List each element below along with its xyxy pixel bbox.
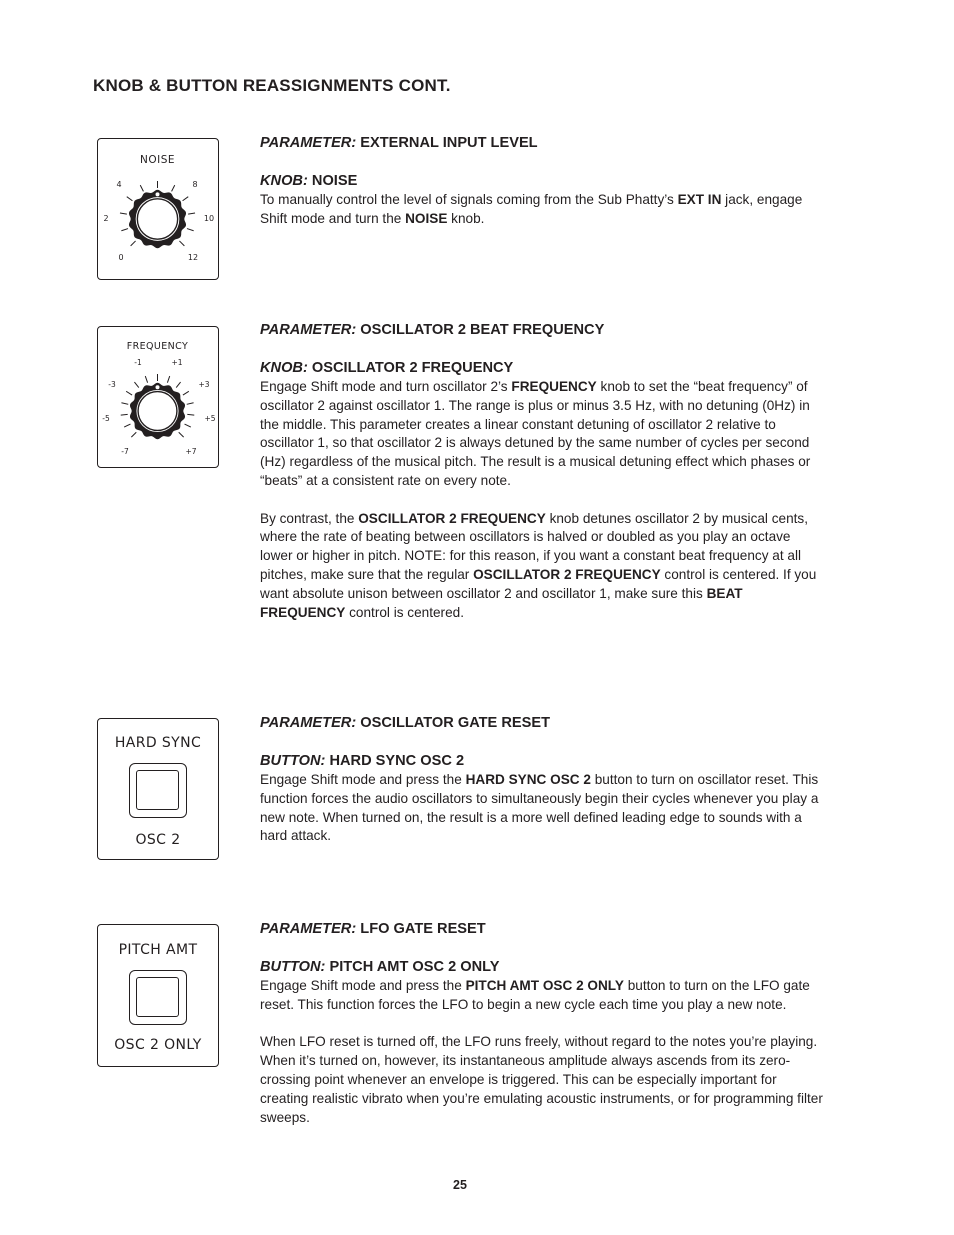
parameter-heading: PARAMETER: EXTERNAL INPUT LEVEL	[260, 135, 538, 151]
frequency-knob-illustration	[98, 327, 217, 466]
body-paragraph: Engage Shift mode and press the HARD SYNC OSC 2 button to turn on oscillator reset. This function forces the audio oscillators to simultaneously begin their cycles whenever you play a new note. When turned on, the result is a more well defined leading edge to sounds with a hard attack.	[260, 772, 819, 844]
noise-knob-illustration	[98, 139, 217, 278]
button-face	[136, 977, 179, 1017]
control-heading: KNOB: NOISE	[260, 173, 358, 189]
parameter-heading: PARAMETER: OSCILLATOR 2 BEAT FREQUENCY	[260, 322, 605, 338]
knob-title: NOISE	[139, 154, 176, 166]
button-face	[136, 770, 179, 810]
control-heading: BUTTON: HARD SYNC OSC 2	[260, 753, 465, 769]
frequency-knob-panel	[97, 326, 219, 468]
knob-scale-label: 4	[116, 180, 122, 189]
body-paragraph: Engage Shift mode and turn oscillator 2’s FREQUENCY knob to set the “beat frequency” of oscillator 2 against oscillator 1. The range is plus or minus 3.5 Hz, with no detuning (0Hz) in the middle. This parameter creates a linear constant detuning of oscillator 2 relative to oscillator 1, so that oscillator 2 is always detuned by the same number of cycles per second (Hz) regardless of the musical pitch. The result is a musical detuning effect which phases or “beats” at a consistent rate on every note.	[260, 379, 811, 488]
knob-title: FREQUENCY	[126, 341, 189, 352]
body-paragraph: By contrast, the OSCILLATOR 2 FREQUENCY knob detunes oscillator 2 by musical cents, where the rate of beating between oscillators is halved or doubled as you play an octave lower or higher in pitch. NOTE: for this reason, if you want a constant beat frequency at all pitches, make sure that the regular OSCILLATOR 2 FREQUENCY control is centered. If you want absolute unison between oscillator 2 and oscillator 1, make sure this BEAT FREQUENCY control is centered.	[260, 510, 817, 620]
section-body	[260, 771, 826, 846]
button-bottom-label: OSC 2	[135, 832, 181, 848]
section-body	[260, 378, 826, 622]
body-paragraph: Engage Shift mode and press the PITCH AMT OSC 2 ONLY button to turn on the LFO gate reset. This function forces the LFO to begin a new cycle each time you play a new note.	[260, 978, 810, 1012]
button-top-label: PITCH AMT	[118, 942, 198, 958]
knob-body	[130, 383, 185, 439]
hard-sync-button-graphic	[129, 763, 187, 818]
pitch-amt-button-panel	[97, 924, 219, 1067]
section-oscillator-gate-reset	[260, 714, 826, 846]
knob-scale-label: +1	[171, 358, 183, 367]
knob-body	[129, 190, 186, 248]
button-top-label: HARD SYNC	[114, 735, 202, 751]
knob-scale-label: 12	[187, 253, 199, 262]
section-body	[260, 977, 826, 1127]
knob-scale-label: 0	[118, 253, 124, 262]
body-paragraph: To manually control the level of signals coming from the Sub Phatty’s EXT IN jack, engage Shift mode and turn the NOISE knob.	[260, 192, 803, 226]
knob-scale-label: +3	[198, 380, 210, 389]
section-lfo-gate-reset	[260, 920, 826, 1127]
section-body	[260, 191, 826, 229]
section-external-input-level	[260, 134, 826, 229]
knob-scale-label: -7	[121, 447, 129, 456]
knob-scale-label: +7	[185, 447, 197, 456]
knob-scale-label: -3	[108, 380, 116, 389]
knob-scale-label: 10	[203, 214, 215, 223]
hard-sync-button-panel	[97, 718, 219, 860]
body-paragraph: When LFO reset is turned off, the LFO runs freely, without regard to the notes you’re playing. When it’s turned on, however, its instantaneous amplitude always ascends from its zero-crossing point whenever an envelope is triggered. This can be especially important for creating realistic vibrato when you’re emulating acoustic instruments, or for programming filter sweeps.	[260, 1034, 823, 1125]
button-bottom-label: OSC 2 ONLY	[114, 1037, 202, 1053]
knob-scale-label: -5	[102, 414, 110, 423]
noise-knob-panel	[97, 138, 219, 280]
parameter-heading: PARAMETER: OSCILLATOR GATE RESET	[260, 715, 551, 731]
control-heading: BUTTON: PITCH AMT OSC 2 ONLY	[260, 959, 500, 975]
parameter-heading: PARAMETER: LFO GATE RESET	[260, 921, 486, 937]
knob-scale-label: 8	[192, 180, 198, 189]
section-oscillator-2-beat-frequency	[260, 321, 826, 622]
pitch-amt-button-graphic	[129, 970, 187, 1025]
page-number: 25	[453, 1178, 467, 1192]
knob-scale-label: -1	[134, 358, 142, 367]
control-heading: KNOB: OSCILLATOR 2 FREQUENCY	[260, 360, 514, 376]
knob-scale-label: +5	[204, 414, 216, 423]
page-title: KNOB & BUTTON REASSIGNMENTS CONT.	[93, 76, 451, 95]
knob-scale-label: 2	[103, 214, 109, 223]
